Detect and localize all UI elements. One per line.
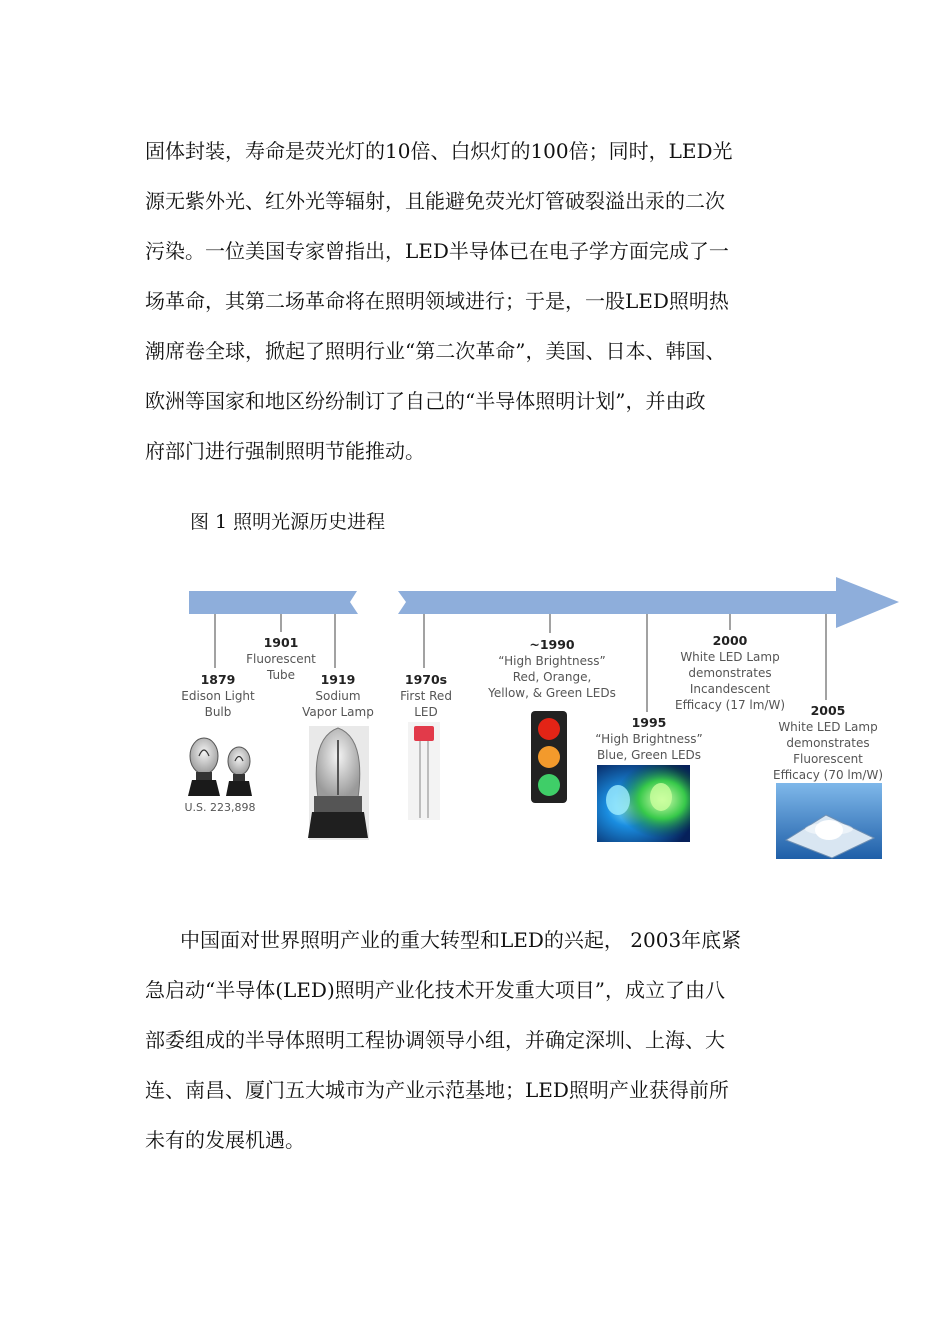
timeline-event-label: “High Brightness” [498, 654, 606, 668]
white-led-lamp-image [776, 783, 882, 859]
timeline-event-label: Fluorescent [246, 652, 316, 666]
timeline-event-label: Vapor Lamp [302, 705, 374, 719]
timeline-event-label: Tube [266, 668, 296, 682]
paragraph-line: 污染。一位美国专家曾指出，LED半导体已在电子学方面完成了一 [145, 239, 729, 263]
blue-green-led-image [597, 765, 690, 842]
sodium-lamp-image [308, 726, 369, 840]
paragraph-line: 场革命，其第二场革命将在照明领域进行；于是，一股LED照明热 [145, 289, 729, 313]
timeline-event-label: Edison Light [181, 689, 255, 703]
timeline-event-label: Bulb [204, 705, 232, 719]
timeline-year: 1919 [320, 672, 356, 687]
timeline-event-label: White LED Lamp [778, 720, 878, 734]
timeline-event-label: demonstrates [786, 736, 870, 750]
timeline-event-label: White LED Lamp [680, 650, 780, 664]
timeline-year: 1995 [631, 715, 667, 730]
timeline-event-label: Efficacy (17 lm/W) [674, 698, 786, 712]
timeline-ticks [215, 614, 826, 712]
timeline-event-label: Yellow, & Green LEDs [488, 686, 616, 700]
paragraph-line: 中国面对世界照明产业的重大转型和LED的兴起， 2003年底紧 [180, 928, 742, 952]
paragraph-2 [145, 915, 810, 1165]
timeline-year: 1879 [200, 672, 236, 687]
timeline-event-label: LED [414, 705, 438, 719]
traffic-light-image [531, 711, 567, 803]
timeline-event-label: “High Brightness” [595, 732, 703, 746]
timeline-year: 2005 [810, 703, 846, 718]
timeline-event-label: Incandescent [689, 682, 771, 696]
paragraph-line: 源无紫外光、红外光等辐射，且能避免荧光灯管破裂溢出汞的二次 [145, 189, 725, 213]
timeline-event-label: Fluorescent [793, 752, 863, 766]
paragraph-line: 部委组成的半导体照明工程协调领导小组，并确定深圳、上海、大 [145, 1028, 725, 1052]
timeline-arrow [398, 577, 899, 628]
paragraph-line: 潮席卷全球，掀起了照明行业“第二次革命”，美国、日本、韩国、 [145, 339, 726, 363]
paragraph-line: 府部门进行强制照明节能推动。 [145, 439, 425, 463]
edison-bulb-image [188, 738, 252, 796]
paragraph-line: 欧洲等国家和地区纷纷制订了自己的“半导体照明计划”，并由政 [145, 389, 706, 413]
timeline-event-label: Blue, Green LEDs [596, 748, 702, 762]
timeline-event-label: Efficacy (70 lm/W) [772, 768, 884, 782]
patent-number: U.S. 223,898 [184, 801, 256, 814]
figure-caption: 图 1 照明光源历史进程 [190, 511, 386, 533]
paragraph-line: 连、南昌、厦门五大城市为产业示范基地；LED照明产业获得前所 [145, 1078, 729, 1102]
red-led-image [408, 722, 440, 820]
timeline-labels [181, 633, 883, 782]
paragraph-line: 未有的发展机遇。 [145, 1128, 305, 1152]
timeline-event-label: demonstrates [688, 666, 772, 680]
paragraph-line: 固体封装，寿命是荧光灯的10倍、白炽灯的100倍；同时，LED光 [145, 139, 733, 163]
paragraph-1 [145, 126, 810, 476]
timeline-year: 2000 [712, 633, 748, 648]
paragraph-line: 急启动“半导体(LED)照明产业化技术开发重大项目”，成立了由八 [145, 978, 725, 1002]
timeline-year: 1970s [404, 672, 448, 687]
timeline-year: 1901 [263, 635, 299, 650]
timeline-band-left [189, 591, 358, 614]
timeline-event-label: First Red [400, 689, 452, 703]
timeline-year: ~1990 [529, 637, 575, 652]
timeline-event-label: Red, Orange, [512, 670, 592, 684]
timeline-event-label: Sodium [315, 689, 361, 703]
